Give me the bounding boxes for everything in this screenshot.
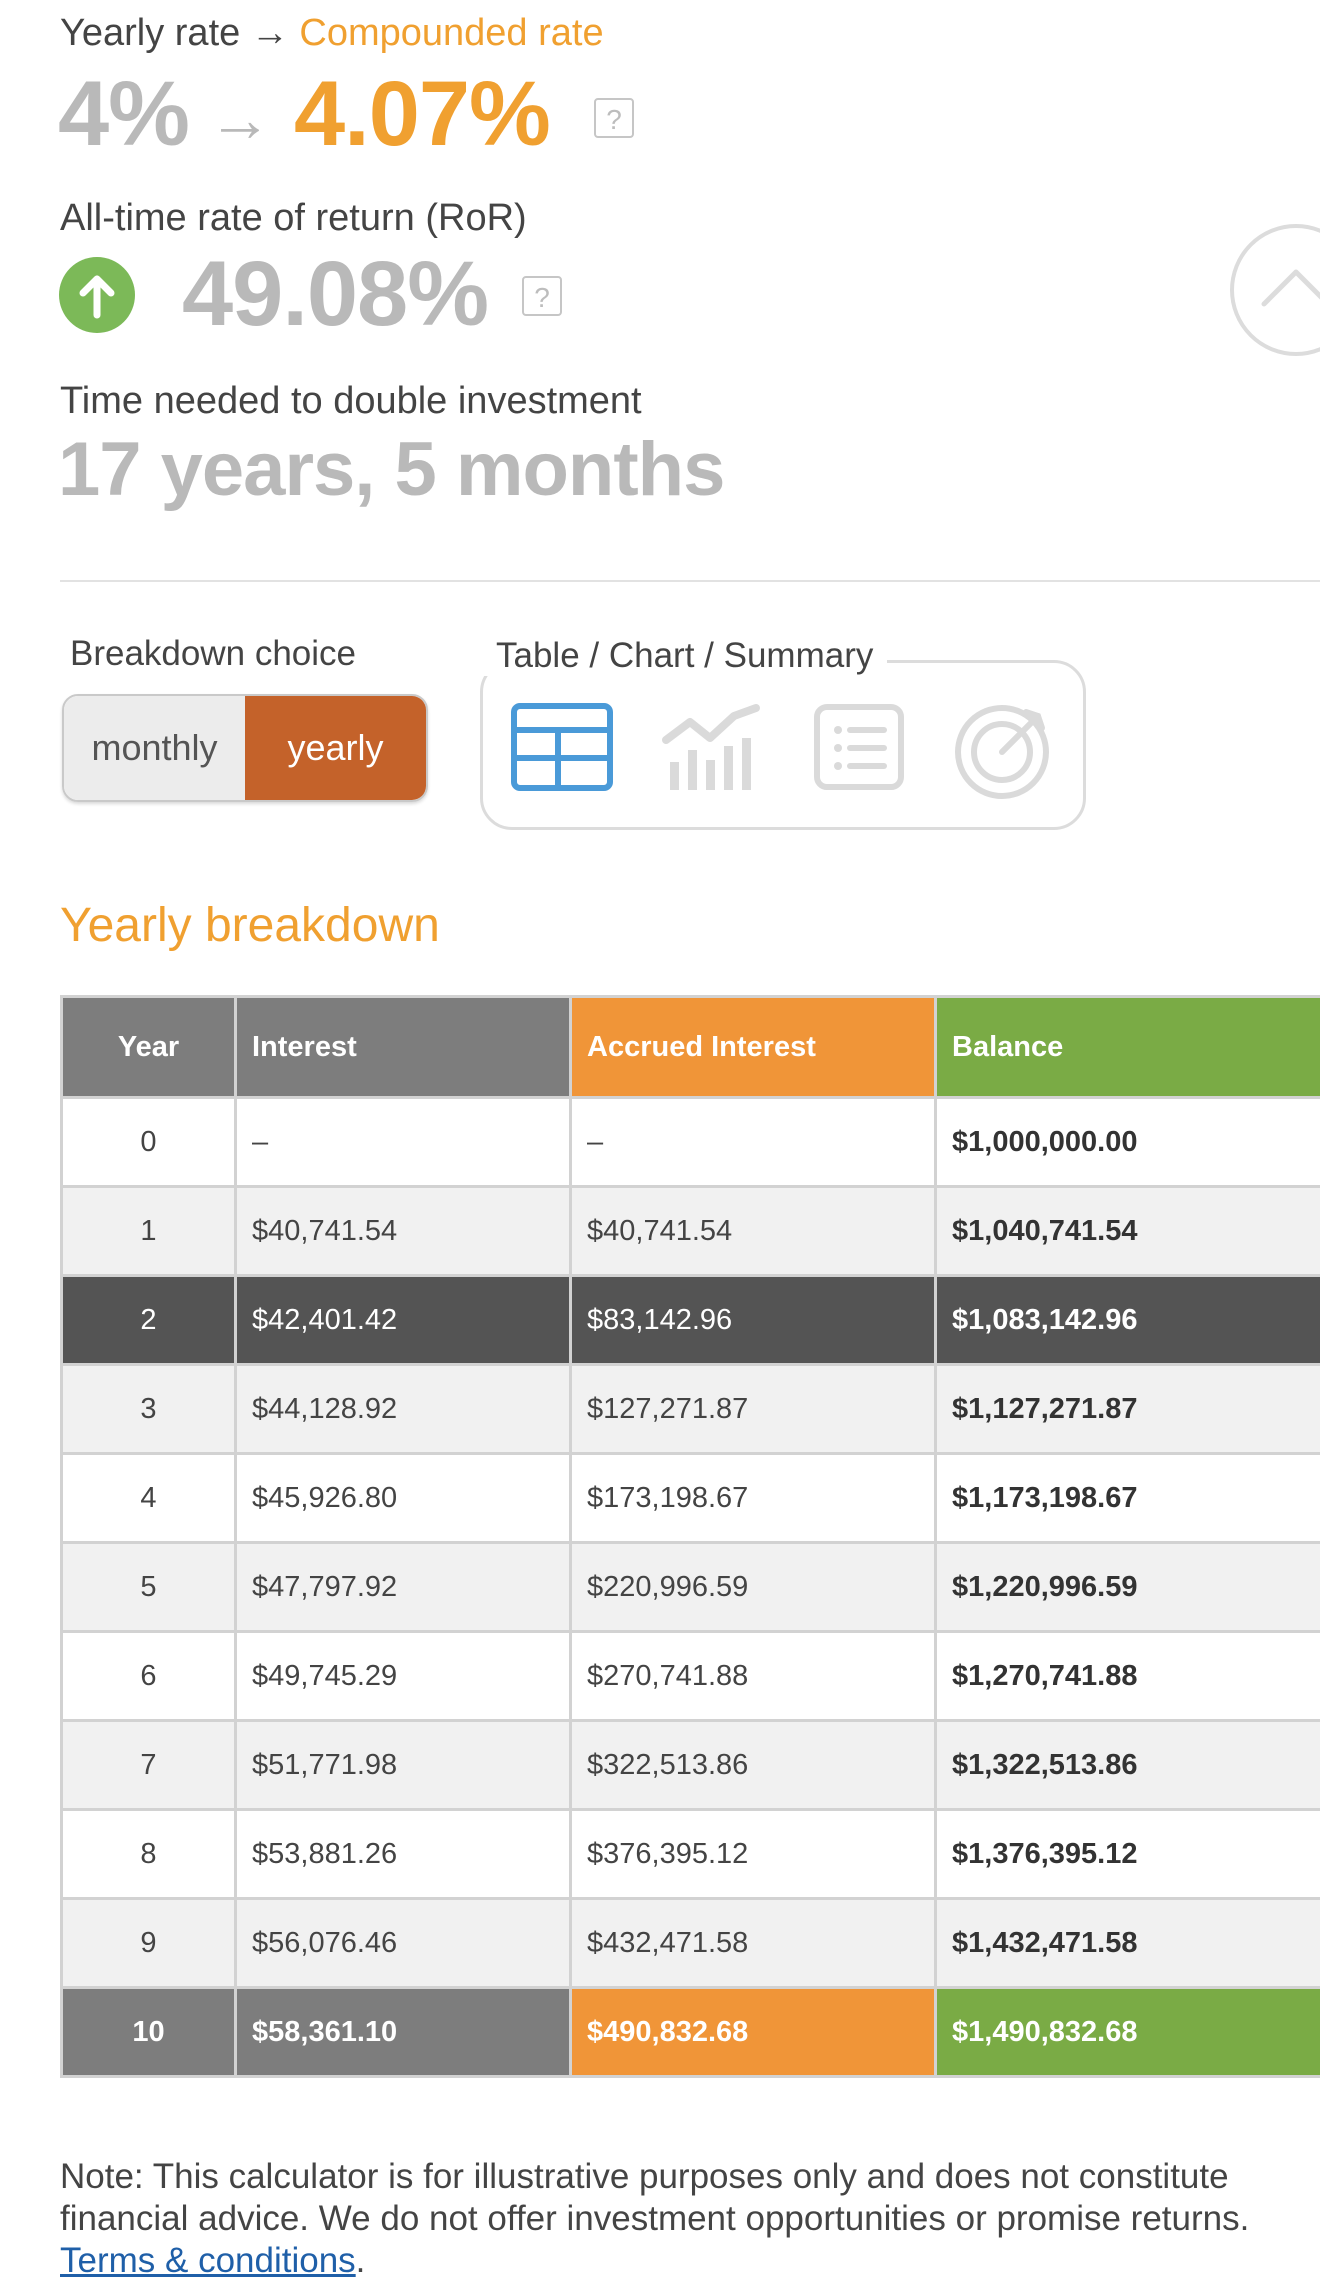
yearly-option[interactable]: yearly: [245, 696, 426, 800]
year-cell: 2: [62, 1276, 236, 1365]
yearly-rate-value: 4%: [58, 63, 189, 165]
up-arrow-icon: [59, 257, 135, 333]
interest-cell: $56,076.46: [236, 1899, 571, 1988]
accrued-cell: $83,142.96: [571, 1276, 936, 1365]
table-row: [62, 1187, 1320, 1276]
balance-cell: $1,083,142.96: [936, 1276, 1320, 1365]
interest-cell: $40,741.54: [236, 1187, 571, 1276]
breakdown-toggle: [62, 694, 428, 802]
accrued-cell: $322,513.86: [571, 1721, 936, 1810]
balance-cell: $1,432,471.58: [936, 1899, 1320, 1988]
table-view-button[interactable]: [510, 702, 614, 797]
double-time-label: Time needed to double investment: [60, 380, 642, 422]
balance-cell: $1,376,395.12: [936, 1810, 1320, 1899]
label-arrow: →: [250, 12, 289, 54]
rate-labels: [60, 12, 604, 55]
compounded-rate-value: 4.07%: [294, 63, 550, 165]
chevron-up-icon: [1234, 228, 1320, 352]
summary-view-button[interactable]: [812, 702, 906, 797]
year-cell: 9: [62, 1899, 236, 1988]
chart-icon: [660, 700, 764, 794]
interest-cell: $44,128.92: [236, 1365, 571, 1454]
interest-cell: $45,926.80: [236, 1454, 571, 1543]
accrued-cell: $40,741.54: [571, 1187, 936, 1276]
balance-cell: $1,000,000.00: [936, 1098, 1320, 1187]
table-row: [62, 1098, 1320, 1187]
year-cell: 5: [62, 1543, 236, 1632]
breakdown-table: [60, 995, 1320, 2078]
disclaimer-period: .: [355, 2241, 366, 2280]
interest-cell: $42,401.42: [236, 1276, 571, 1365]
interest-cell: $53,881.26: [236, 1810, 571, 1899]
table-row-total: [62, 1988, 1320, 2077]
balance-cell: $1,220,996.59: [936, 1543, 1320, 1632]
disclaimer-note: [60, 2156, 1310, 2282]
table-row-highlighted[interactable]: [62, 1276, 1320, 1365]
yearly-rate-label: Yearly rate: [60, 12, 241, 54]
year-cell: 0: [62, 1098, 236, 1187]
header-year: Year: [62, 997, 236, 1098]
accrued-cell: $173,198.67: [571, 1454, 936, 1543]
chart-view-button[interactable]: [660, 700, 764, 799]
balance-cell: $1,127,271.87: [936, 1365, 1320, 1454]
double-time-value: 17 years, 5 months: [58, 427, 725, 512]
disclaimer-text: Note: This calculator is for illustrative purposes only and does not constitute financial advice. We do not offer investment opportunities or promise returns.: [60, 2157, 1250, 2238]
table-row: [62, 1899, 1320, 1988]
year-cell: 7: [62, 1721, 236, 1810]
target-icon: [952, 698, 1056, 802]
scroll-to-top-button[interactable]: [1230, 224, 1320, 356]
balance-cell: $1,270,741.88: [936, 1632, 1320, 1721]
header-interest: Interest: [236, 997, 571, 1098]
year-cell: 6: [62, 1632, 236, 1721]
view-choice-label: Table / Chart / Summary: [484, 636, 887, 676]
ror-label: All-time rate of return (RoR): [60, 197, 527, 239]
balance-cell: $1,173,198.67: [936, 1454, 1320, 1543]
accrued-cell: $220,996.59: [571, 1543, 936, 1632]
balance-cell: $1,322,513.86: [936, 1721, 1320, 1810]
breakdown-choice-label: Breakdown choice: [70, 634, 356, 673]
year-cell: 8: [62, 1810, 236, 1899]
year-cell: 1: [62, 1187, 236, 1276]
table-icon: [510, 702, 614, 792]
interest-cell: $51,771.98: [236, 1721, 571, 1810]
table-row: [62, 1632, 1320, 1721]
table-row: [62, 1543, 1320, 1632]
interest-cell: $58,361.10: [236, 1988, 571, 2077]
goal-view-button[interactable]: [952, 698, 1056, 807]
year-cell: 3: [62, 1365, 236, 1454]
year-cell: 10: [62, 1988, 236, 2077]
compounded-help-icon[interactable]: ?: [594, 98, 634, 138]
table-row: [62, 1454, 1320, 1543]
ror-help-icon[interactable]: ?: [522, 276, 562, 316]
accrued-cell: $270,741.88: [571, 1632, 936, 1721]
accrued-cell: $127,271.87: [571, 1365, 936, 1454]
balance-cell: $1,040,741.54: [936, 1187, 1320, 1276]
table-row: [62, 1365, 1320, 1454]
interest-cell: $49,745.29: [236, 1632, 571, 1721]
breakdown-title: Yearly breakdown: [60, 899, 440, 952]
header-balance: Balance: [936, 997, 1320, 1098]
list-icon: [812, 702, 906, 792]
balance-cell: $1,490,832.68: [936, 1988, 1320, 2077]
monthly-option[interactable]: monthly: [64, 696, 245, 800]
accrued-cell: $490,832.68: [571, 1988, 936, 2077]
table-row: [62, 1721, 1320, 1810]
ror-value: 49.08%: [182, 243, 489, 345]
section-divider: [60, 580, 1320, 582]
terms-link[interactable]: Terms & conditions: [60, 2241, 356, 2280]
interest-cell: $47,797.92: [236, 1543, 571, 1632]
header-accrued-interest: Accrued Interest: [571, 997, 936, 1098]
compounded-rate-label: Compounded rate: [299, 12, 604, 54]
accrued-cell: $376,395.12: [571, 1810, 936, 1899]
accrued-cell: $432,471.58: [571, 1899, 936, 1988]
rate-arrow-icon: →: [208, 83, 272, 155]
accrued-cell: –: [571, 1098, 936, 1187]
interest-cell: –: [236, 1098, 571, 1187]
table-row: [62, 1810, 1320, 1899]
table-header-row: [62, 997, 1320, 1098]
year-cell: 4: [62, 1454, 236, 1543]
